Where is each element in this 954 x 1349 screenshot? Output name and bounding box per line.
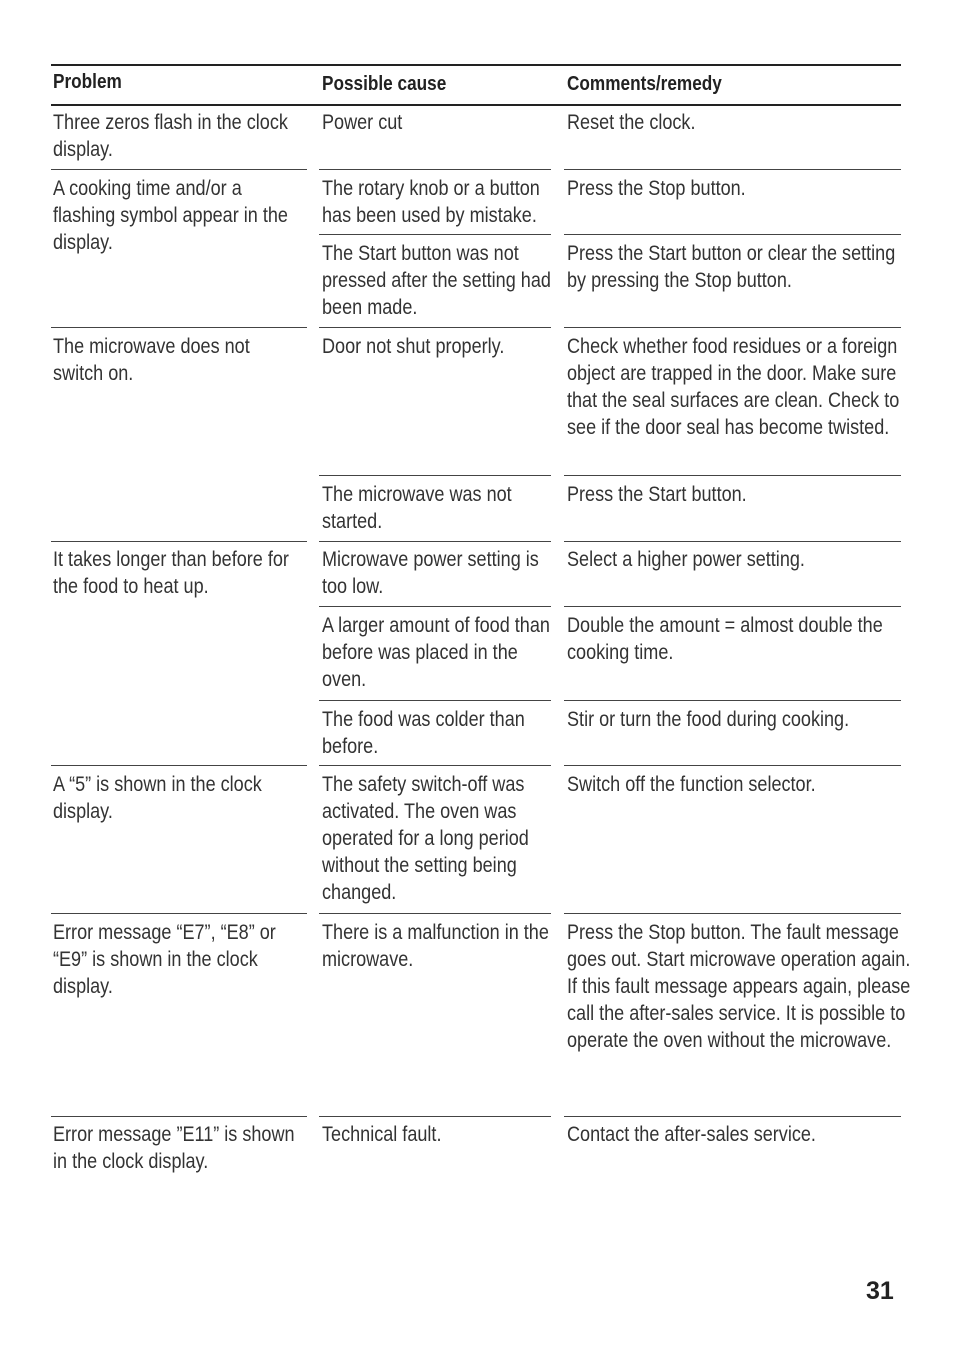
problem-cell: Three zeros flash in the clock display. [53,111,288,161]
row-divider [51,765,307,766]
header-comments-remedy: Comments/remedy [567,73,722,95]
cause-cell: The Start button was not pressed after the setting had been made. [322,242,551,319]
cause-cell: Technical fault. [322,1123,442,1146]
row-divider [51,169,307,170]
row-divider [564,913,901,914]
row-divider [319,234,551,235]
row-divider [564,606,901,607]
cause-cell: The safety switch-off was activated. The oven was operated for a long period without the setting being changed. [322,773,529,904]
row-divider [564,327,901,328]
cause-cell: Microwave power setting is too low. [322,548,539,598]
row-divider [51,913,307,914]
cause-cell: A larger amount of food than before was placed in the oven. [322,614,550,691]
row-divider [319,169,551,170]
cause-cell: The rotary knob or a button has been used by mistake. [322,177,540,227]
remedy-cell: Select a higher power setting. [567,548,805,571]
row-divider [319,327,551,328]
problem-cell: It takes longer than before for the food to heat up. [53,548,289,598]
row-divider [564,541,901,542]
row-divider [319,606,551,607]
row-divider [319,913,551,914]
row-divider [319,541,551,542]
problem-cell: A cooking time and/or a flashing symbol appear in the display. [53,177,288,254]
row-divider [564,475,901,476]
remedy-cell: Press the Start button or clear the setting by pressing the Stop button. [567,242,896,292]
remedy-cell: Reset the clock. [567,111,696,134]
row-divider [319,475,551,476]
row-divider [564,169,901,170]
remedy-cell: Check whether food residues or a foreign object are trapped in the door. Make sure that the seal surfaces are clean. Check to see if the door seal has become twisted. [567,335,900,439]
row-divider [319,1116,551,1117]
header-possible-cause: Possible cause [322,73,447,95]
row-divider [319,765,551,766]
problem-cell: Error message “E7”, “E8” or “E9” is shown in the clock display. [53,921,276,998]
cause-cell: Power cut [322,111,403,134]
remedy-cell: Switch off the function selector. [567,773,816,796]
row-divider [51,1116,307,1117]
row-divider [564,1116,901,1117]
remedy-cell: Double the amount = almost double the cooking time. [567,614,883,664]
row-divider [319,700,551,701]
remedy-cell: Contact the after-sales service. [567,1123,816,1146]
problem-cell: A “5” is shown in the clock display. [53,773,262,823]
cause-cell: The microwave was not started. [322,483,512,533]
row-divider [564,700,901,701]
problem-cell: Error message ”E11” is shown in the clock display. [53,1123,295,1173]
remedy-cell: Press the Start button. [567,483,747,506]
remedy-cell: Press the Stop button. The fault message goes out. Start microwave operation again. If this fault message appears again, please call the after-sales service. It is possible to operate the oven without the microwave. [567,921,911,1052]
table-header [51,64,901,106]
cause-cell: Door not shut properly. [322,335,505,358]
row-divider [51,327,307,328]
remedy-cell: Stir or turn the food during cooking. [567,708,850,731]
row-divider [564,234,901,235]
cause-cell: There is a malfunction in the microwave. [322,921,549,971]
problem-cell: The microwave does not switch on. [53,335,250,385]
cause-cell: The food was colder than before. [322,708,525,758]
remedy-cell: Press the Stop button. [567,177,746,200]
row-divider [51,541,307,542]
row-divider [564,765,901,766]
page-number: 31 [866,1277,894,1305]
header-problem: Problem [53,71,122,93]
